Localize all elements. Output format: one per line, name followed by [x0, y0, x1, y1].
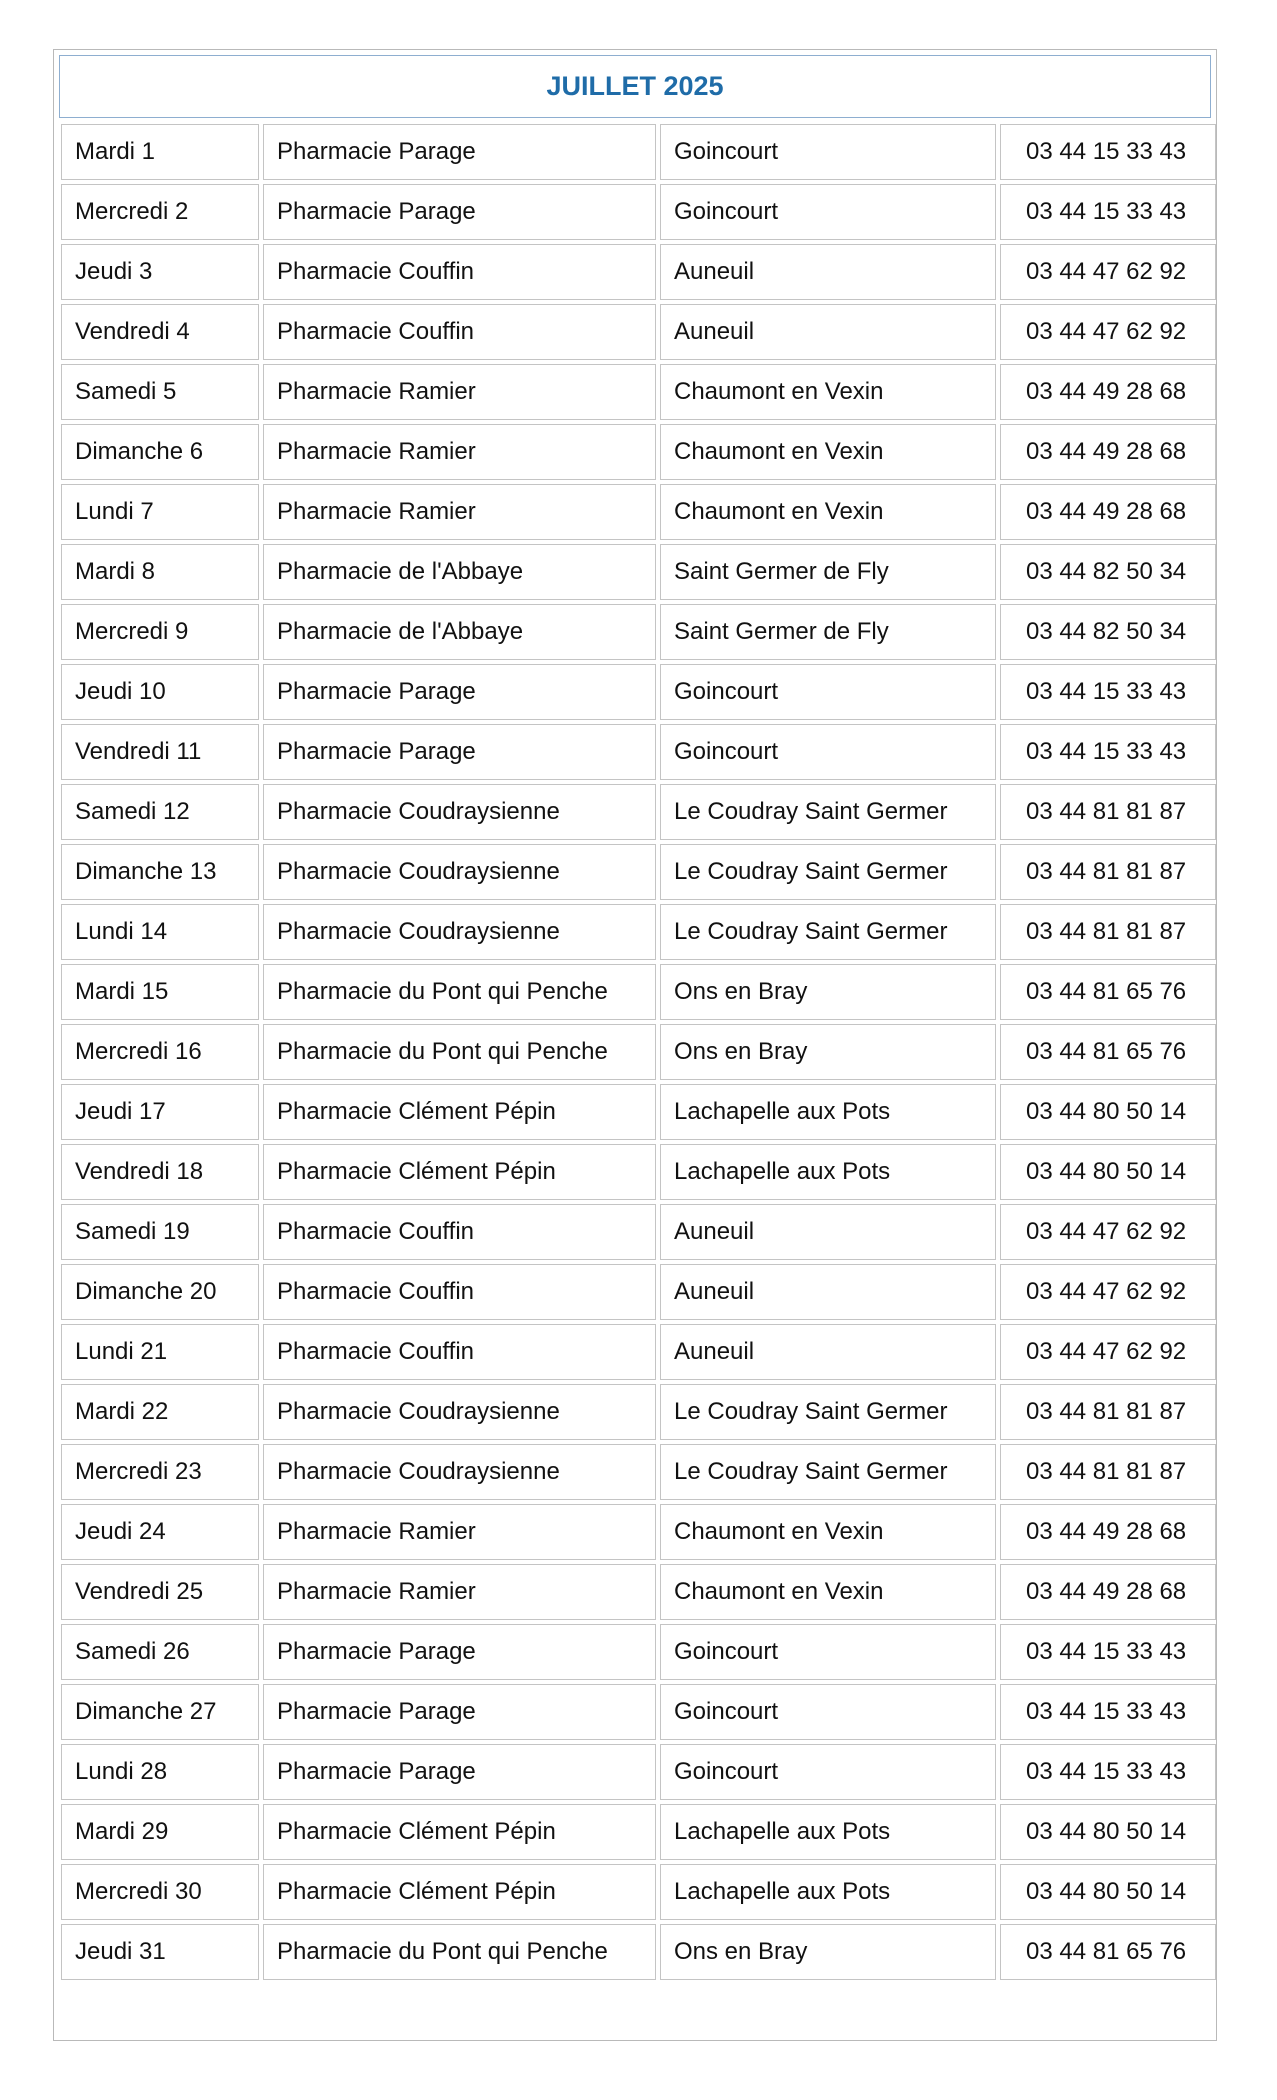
- phone-cell: 03 44 80 50 14: [1000, 1864, 1216, 1920]
- table-row: [61, 364, 1216, 420]
- town-cell: Goincourt: [660, 1744, 996, 1800]
- town-cell: Chaumont en Vexin: [660, 1564, 996, 1620]
- town-cell: Goincourt: [660, 1624, 996, 1680]
- pharmacy-cell: Pharmacie Clément Pépin: [263, 1084, 656, 1140]
- pharmacy-cell: Pharmacie Clément Pépin: [263, 1804, 656, 1860]
- phone-cell: 03 44 15 33 43: [1000, 724, 1216, 780]
- day-cell: Mardi 1: [61, 124, 259, 180]
- table-row: [61, 844, 1216, 900]
- town-cell: Le Coudray Saint Germer: [660, 844, 996, 900]
- town-cell: Saint Germer de Fly: [660, 544, 996, 600]
- day-cell: Mercredi 23: [61, 1444, 259, 1500]
- phone-cell: 03 44 81 81 87: [1000, 784, 1216, 840]
- phone-cell: 03 44 15 33 43: [1000, 1684, 1216, 1740]
- day-cell: Mercredi 16: [61, 1024, 259, 1080]
- town-cell: Le Coudray Saint Germer: [660, 904, 996, 960]
- phone-cell: 03 44 15 33 43: [1000, 664, 1216, 720]
- day-cell: Jeudi 10: [61, 664, 259, 720]
- town-cell: Lachapelle aux Pots: [660, 1864, 996, 1920]
- phone-cell: 03 44 47 62 92: [1000, 244, 1216, 300]
- phone-cell: 03 44 15 33 43: [1000, 124, 1216, 180]
- town-cell: Goincourt: [660, 724, 996, 780]
- town-cell: Lachapelle aux Pots: [660, 1144, 996, 1200]
- table-row: [61, 1144, 1216, 1200]
- phone-cell: 03 44 47 62 92: [1000, 1264, 1216, 1320]
- pharmacy-cell: Pharmacie Coudraysienne: [263, 904, 656, 960]
- phone-cell: 03 44 82 50 34: [1000, 544, 1216, 600]
- schedule-sheet: [53, 49, 1217, 2041]
- day-cell: Lundi 28: [61, 1744, 259, 1800]
- pharmacy-cell: Pharmacie Ramier: [263, 1564, 656, 1620]
- day-cell: Vendredi 4: [61, 304, 259, 360]
- day-cell: Dimanche 13: [61, 844, 259, 900]
- phone-cell: 03 44 49 28 68: [1000, 1564, 1216, 1620]
- phone-cell: 03 44 81 65 76: [1000, 1024, 1216, 1080]
- day-cell: Samedi 12: [61, 784, 259, 840]
- day-cell: Samedi 19: [61, 1204, 259, 1260]
- table-body: [61, 124, 1216, 1980]
- town-cell: Goincourt: [660, 1684, 996, 1740]
- phone-cell: 03 44 81 81 87: [1000, 1444, 1216, 1500]
- day-cell: Vendredi 25: [61, 1564, 259, 1620]
- phone-cell: 03 44 15 33 43: [1000, 1744, 1216, 1800]
- pharmacy-cell: Pharmacie Coudraysienne: [263, 844, 656, 900]
- town-cell: Chaumont en Vexin: [660, 484, 996, 540]
- phone-cell: 03 44 81 65 76: [1000, 1924, 1216, 1980]
- town-cell: Auneuil: [660, 304, 996, 360]
- pharmacy-cell: Pharmacie Coudraysienne: [263, 1384, 656, 1440]
- pharmacy-cell: Pharmacie Clément Pépin: [263, 1864, 656, 1920]
- day-cell: Vendredi 18: [61, 1144, 259, 1200]
- town-cell: Chaumont en Vexin: [660, 424, 996, 480]
- phone-cell: 03 44 81 81 87: [1000, 844, 1216, 900]
- table-row: [61, 1024, 1216, 1080]
- phone-cell: 03 44 82 50 34: [1000, 604, 1216, 660]
- phone-cell: 03 44 15 33 43: [1000, 184, 1216, 240]
- pharmacy-cell: Pharmacie Ramier: [263, 484, 656, 540]
- pharmacy-cell: Pharmacie du Pont qui Penche: [263, 964, 656, 1020]
- town-cell: Chaumont en Vexin: [660, 1504, 996, 1560]
- phone-cell: 03 44 49 28 68: [1000, 364, 1216, 420]
- table-row: [61, 604, 1216, 660]
- pharmacy-cell: Pharmacie de l'Abbaye: [263, 544, 656, 600]
- table-row: [61, 184, 1216, 240]
- phone-cell: 03 44 47 62 92: [1000, 1324, 1216, 1380]
- town-cell: Ons en Bray: [660, 1024, 996, 1080]
- table-row: [61, 544, 1216, 600]
- day-cell: Lundi 21: [61, 1324, 259, 1380]
- pharmacy-cell: Pharmacie du Pont qui Penche: [263, 1024, 656, 1080]
- pharmacy-cell: Pharmacie Parage: [263, 1624, 656, 1680]
- day-cell: Mercredi 2: [61, 184, 259, 240]
- table-row: [61, 904, 1216, 960]
- pharmacy-cell: Pharmacie Parage: [263, 1744, 656, 1800]
- pharmacy-cell: Pharmacie Couffin: [263, 304, 656, 360]
- table-row: [61, 1684, 1216, 1740]
- table-row: [61, 1384, 1216, 1440]
- town-cell: Ons en Bray: [660, 1924, 996, 1980]
- table-row: [61, 664, 1216, 720]
- pharmacy-cell: Pharmacie Ramier: [263, 364, 656, 420]
- table-row: [61, 1564, 1216, 1620]
- day-cell: Dimanche 6: [61, 424, 259, 480]
- phone-cell: 03 44 81 81 87: [1000, 904, 1216, 960]
- day-cell: Jeudi 24: [61, 1504, 259, 1560]
- table-row: [61, 1324, 1216, 1380]
- town-cell: Le Coudray Saint Germer: [660, 1444, 996, 1500]
- day-cell: Mardi 22: [61, 1384, 259, 1440]
- day-cell: Jeudi 17: [61, 1084, 259, 1140]
- pharmacy-cell: Pharmacie du Pont qui Penche: [263, 1924, 656, 1980]
- day-cell: Mardi 8: [61, 544, 259, 600]
- table-row: [61, 484, 1216, 540]
- table-row: [61, 424, 1216, 480]
- pharmacy-cell: Pharmacie Couffin: [263, 1324, 656, 1380]
- table-row: [61, 724, 1216, 780]
- town-cell: Lachapelle aux Pots: [660, 1084, 996, 1140]
- pharmacy-cell: Pharmacie Clément Pépin: [263, 1144, 656, 1200]
- day-cell: Vendredi 11: [61, 724, 259, 780]
- phone-cell: 03 44 49 28 68: [1000, 484, 1216, 540]
- table-row: [61, 1264, 1216, 1320]
- day-cell: Mardi 29: [61, 1804, 259, 1860]
- day-cell: Mercredi 30: [61, 1864, 259, 1920]
- pharmacy-cell: Pharmacie Parage: [263, 184, 656, 240]
- town-cell: Lachapelle aux Pots: [660, 1804, 996, 1860]
- pharmacy-cell: Pharmacie Couffin: [263, 1264, 656, 1320]
- town-cell: Le Coudray Saint Germer: [660, 784, 996, 840]
- day-cell: Dimanche 20: [61, 1264, 259, 1320]
- town-cell: Auneuil: [660, 1264, 996, 1320]
- phone-cell: 03 44 49 28 68: [1000, 1504, 1216, 1560]
- day-cell: Lundi 7: [61, 484, 259, 540]
- table-row: [61, 244, 1216, 300]
- town-cell: Auneuil: [660, 1204, 996, 1260]
- town-cell: Le Coudray Saint Germer: [660, 1384, 996, 1440]
- table-row: [61, 1084, 1216, 1140]
- phone-cell: 03 44 81 65 76: [1000, 964, 1216, 1020]
- pharmacy-cell: Pharmacie Couffin: [263, 244, 656, 300]
- pharmacy-cell: Pharmacie Couffin: [263, 1204, 656, 1260]
- day-cell: Lundi 14: [61, 904, 259, 960]
- phone-cell: 03 44 81 81 87: [1000, 1384, 1216, 1440]
- month-title: JUILLET 2025: [59, 55, 1211, 118]
- day-cell: Mercredi 9: [61, 604, 259, 660]
- town-cell: Auneuil: [660, 244, 996, 300]
- town-cell: Auneuil: [660, 1324, 996, 1380]
- phone-cell: 03 44 80 50 14: [1000, 1804, 1216, 1860]
- phone-cell: 03 44 49 28 68: [1000, 424, 1216, 480]
- pharmacy-cell: Pharmacie Ramier: [263, 424, 656, 480]
- table-row: [61, 1504, 1216, 1560]
- table-row: [61, 1864, 1216, 1920]
- table-row: [61, 1804, 1216, 1860]
- pharmacy-cell: Pharmacie Parage: [263, 664, 656, 720]
- day-cell: Samedi 5: [61, 364, 259, 420]
- town-cell: Goincourt: [660, 184, 996, 240]
- town-cell: Goincourt: [660, 124, 996, 180]
- table-row: [61, 304, 1216, 360]
- phone-cell: 03 44 15 33 43: [1000, 1624, 1216, 1680]
- table-row: [61, 1924, 1216, 1980]
- table-row: [61, 1204, 1216, 1260]
- pharmacy-cell: Pharmacie Parage: [263, 1684, 656, 1740]
- pharmacy-cell: Pharmacie Coudraysienne: [263, 784, 656, 840]
- phone-cell: 03 44 47 62 92: [1000, 1204, 1216, 1260]
- day-cell: Jeudi 3: [61, 244, 259, 300]
- table-row: [61, 784, 1216, 840]
- table-row: [61, 124, 1216, 180]
- pharmacy-cell: Pharmacie de l'Abbaye: [263, 604, 656, 660]
- day-cell: Samedi 26: [61, 1624, 259, 1680]
- pharmacy-cell: Pharmacie Coudraysienne: [263, 1444, 656, 1500]
- day-cell: Dimanche 27: [61, 1684, 259, 1740]
- pharmacy-cell: Pharmacie Parage: [263, 724, 656, 780]
- pharmacy-cell: Pharmacie Ramier: [263, 1504, 656, 1560]
- day-cell: Jeudi 31: [61, 1924, 259, 1980]
- town-cell: Chaumont en Vexin: [660, 364, 996, 420]
- day-cell: Mardi 15: [61, 964, 259, 1020]
- phone-cell: 03 44 80 50 14: [1000, 1084, 1216, 1140]
- town-cell: Goincourt: [660, 664, 996, 720]
- phone-cell: 03 44 80 50 14: [1000, 1144, 1216, 1200]
- phone-cell: 03 44 47 62 92: [1000, 304, 1216, 360]
- table-row: [61, 1444, 1216, 1500]
- town-cell: Ons en Bray: [660, 964, 996, 1020]
- pharmacy-cell: Pharmacie Parage: [263, 124, 656, 180]
- table-row: [61, 1624, 1216, 1680]
- town-cell: Saint Germer de Fly: [660, 604, 996, 660]
- on-call-pharmacy-table: [57, 120, 1220, 1984]
- table-row: [61, 964, 1216, 1020]
- table-row: [61, 1744, 1216, 1800]
